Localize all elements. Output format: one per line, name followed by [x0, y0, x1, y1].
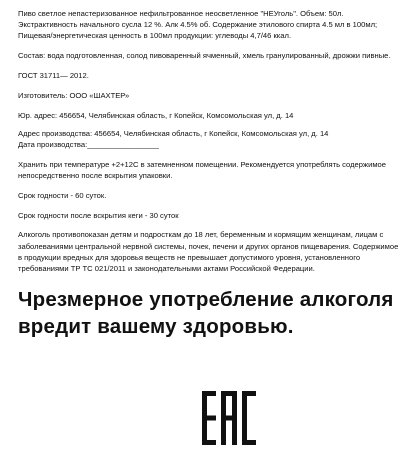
- ingredients: Состав: вода подготовленная, солод пивоваренный ячменный, хмель гранулированный, дрожжи пивные.: [18, 51, 391, 61]
- shelf-life-after-opening: Срок годности после вскрытия кеги - 30 суток: [18, 210, 179, 220]
- legal-address: Юр. адрес: 456654, Челябинская область, г Копейск, Комсомольская ул, д. 14: [18, 110, 294, 120]
- product-description: Пиво светлое непастеризованное нефильтрованное неосветленное "НЕУголь". Объем: 50л. Экстрактивность начального сусла 12 %. Алк 4.5% об. Содержание этилового спирта 4.5 мл в 100мл; Пищевая/энергетическая ценность в 100мл продукции: углеводы 4,7/46 ккал.: [18, 9, 380, 41]
- storage-conditions: Хранить при температуре +2+12С в затемненном помещении. Рекомендуется употреблять содержимое непосредственно после вскрытия упаковки.: [18, 159, 389, 180]
- gost-standard: ГОСТ 31711— 2012.: [18, 71, 89, 80]
- production-address: Адрес производства: 456654, Челябинская область, г Копейск, Комсомольская ул, д. 14: [18, 128, 329, 138]
- shelf-life: Срок годности - 60 суток.: [18, 190, 107, 200]
- eac-mark-icon: [202, 391, 256, 445]
- health-warning-text: Алкоголь противопоказан детям и подросткам до 18 лет, беременным и кормящим женщинам, лицам с заболеваниями центральной нервной системы, почек, печени и других органов пищеварения. Содержимое в продукции вредных для здоровья веществ не превышает допустимого уровня, установленного требованиями ТР ТС 021/2011 и законодательными актами Российской Федерации.: [18, 230, 401, 273]
- manufacturer: Изготовитель: ООО «ШАХТЕР»: [18, 90, 130, 100]
- production-date: Дата производства:_________________: [18, 140, 159, 149]
- alcohol-warning: Чрезмерное употребление алкоголя вредит вашему здоровью.: [18, 288, 394, 338]
